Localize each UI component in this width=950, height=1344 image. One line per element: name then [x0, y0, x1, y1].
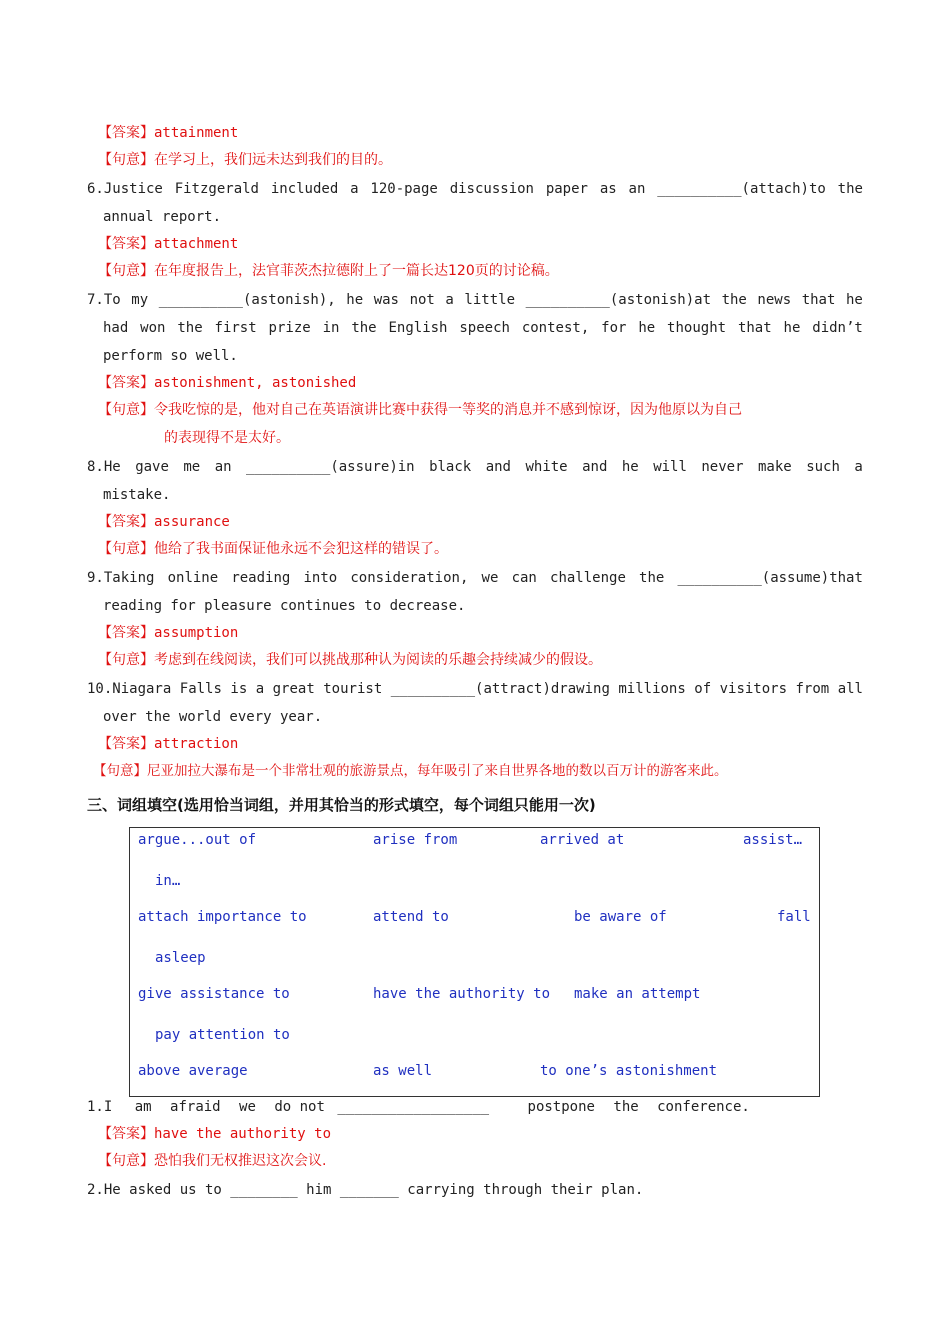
word: he — [783, 320, 801, 336]
word: little — [464, 292, 515, 308]
word: contest, — [521, 320, 590, 336]
word: all — [837, 681, 863, 697]
word: and — [582, 459, 608, 475]
question-7-line-3: perform so well. — [103, 348, 238, 364]
answer-text: assumption — [154, 625, 239, 641]
word: 10.Niagara — [87, 681, 172, 697]
word: he — [638, 320, 656, 336]
word: paper — [545, 181, 588, 197]
word: a — [445, 292, 454, 308]
answer-line — [98, 373, 356, 393]
word: challenge — [550, 570, 626, 586]
answer-label: 【答案】 — [98, 514, 154, 530]
answer-text: have the authority to — [154, 1126, 332, 1142]
word: Falls — [179, 681, 222, 697]
word: online — [167, 570, 219, 586]
phrase: above average — [138, 1063, 248, 1079]
answer-text: assurance — [154, 514, 230, 530]
phrase-continuation: asleep — [155, 950, 206, 966]
phrase: pay attention to — [155, 1027, 290, 1043]
word: not — [409, 292, 435, 308]
phrase: have the authority to — [373, 986, 551, 1002]
word: millions — [618, 681, 686, 697]
word: we — [481, 570, 499, 586]
word: Fitzgerald — [174, 181, 259, 197]
meaning-text: 令我吃惊的是，他对自己在英语演讲比赛中获得一等奖的消息并不感到惊讶，因为他原以为自己 — [154, 402, 742, 418]
meaning-text: 他给了我书面保证他永远不会犯这样的错误了。 — [154, 541, 448, 557]
word: news — [757, 292, 792, 308]
word: a — [255, 681, 265, 697]
question-10-line-2: over the world every year. — [103, 709, 323, 725]
phrase: give assistance to — [138, 986, 290, 1002]
meaning-label: 【句意】 — [98, 152, 154, 168]
word: the — [837, 181, 863, 197]
word: 9.Taking — [87, 570, 155, 586]
word: he — [621, 459, 639, 475]
word: the — [351, 320, 377, 336]
word: 6.Justice — [87, 181, 163, 197]
question-10-line-1 — [87, 679, 863, 699]
word: thought — [667, 320, 727, 336]
meaning-label: 【句意】 — [98, 541, 154, 557]
answer-label: 【答案】 — [98, 236, 154, 252]
word: we — [239, 1099, 256, 1115]
answer-label: 【答案】 — [98, 375, 154, 391]
phrase: argue...out of — [138, 832, 257, 848]
word: 7.To — [87, 292, 121, 308]
question-6-line-2: annual report. — [103, 209, 222, 225]
answer-label: 【答案】 — [98, 1126, 154, 1142]
word: gave — [135, 459, 169, 475]
word: won — [140, 320, 166, 336]
word: reading — [231, 570, 291, 586]
meaning-text: 在学习上，我们远未达到我们的目的。 — [154, 152, 392, 168]
phrase: attend to — [373, 909, 449, 925]
answer-label: 【答案】 — [98, 125, 154, 141]
word: am — [134, 1099, 152, 1115]
word: into — [303, 570, 338, 586]
phrase: assist… — [743, 832, 803, 848]
word: in — [322, 320, 340, 336]
word: great — [272, 681, 315, 697]
word: that — [801, 292, 836, 308]
word: me — [183, 459, 201, 475]
meaning-line — [98, 150, 392, 170]
answer-text: attachment — [154, 236, 239, 252]
word: an — [214, 459, 232, 475]
answer-line — [98, 734, 238, 754]
answer-line — [98, 123, 238, 143]
word: tourist — [323, 681, 383, 697]
word: of — [694, 681, 712, 697]
question-9-line-2: reading for pleasure continues to decrease. — [103, 598, 466, 614]
word: afraid — [170, 1099, 221, 1115]
word: visitors — [719, 681, 788, 697]
word: my — [131, 292, 149, 308]
phrase: arise from — [373, 832, 458, 848]
word: and — [485, 459, 511, 475]
phrase: as well — [373, 1063, 433, 1079]
phrase: make an attempt — [574, 986, 701, 1002]
blank-word: __________(attach)to — [657, 181, 826, 197]
word: make — [758, 459, 792, 475]
word: is — [230, 681, 248, 697]
word: 8.He — [87, 459, 121, 475]
meaning-label: 【句意】 — [98, 263, 154, 279]
word: from — [795, 681, 830, 697]
meaning-continuation: 的表现得不是太好。 — [164, 430, 290, 446]
answer-label: 【答案】 — [98, 625, 154, 641]
word: a — [854, 459, 863, 475]
blank-word: __________(assure)in — [246, 459, 415, 475]
word: can — [511, 570, 537, 586]
phrase: arrived at — [540, 832, 625, 848]
question-8-line-1 — [87, 457, 863, 477]
phrase-continuation: in… — [155, 873, 181, 889]
word: 120-page — [370, 181, 438, 197]
meaning-line — [98, 1151, 326, 1171]
meaning-line — [93, 761, 728, 781]
word: black — [429, 459, 472, 475]
phrase: attach importance to — [138, 909, 307, 925]
meaning-line — [98, 650, 602, 670]
word: first — [214, 320, 257, 336]
meaning-text: 考虑到在线阅读，我们可以挑战那种认为阅读的乐趣会持续减少的假设。 — [154, 652, 602, 668]
word: never — [701, 459, 744, 475]
phrase: fall — [777, 909, 811, 925]
word: English — [388, 320, 448, 336]
word: he — [346, 292, 364, 308]
question-7-line-1 — [87, 290, 863, 310]
word: the — [613, 1099, 639, 1115]
word: prize — [268, 320, 311, 336]
question-8-line-2: mistake. — [103, 487, 171, 503]
word: white — [525, 459, 568, 475]
sentence-2: 2.He asked us to ________ him _______ carrying through their plan. — [87, 1182, 644, 1198]
question-9-line-1 — [87, 568, 863, 588]
word: the — [639, 570, 665, 586]
word: the — [177, 320, 203, 336]
meaning-label: 【句意】 — [93, 763, 147, 779]
meaning-label: 【句意】 — [98, 402, 154, 418]
word: speech — [459, 320, 510, 336]
word: discussion — [449, 181, 534, 197]
word: an — [628, 181, 646, 197]
phrase: be aware of — [574, 909, 667, 925]
section-title: 三、词组填空(选用恰当词组，并用其恰当的形式填空，每个词组只能用一次) — [87, 796, 596, 814]
blank: __________________ — [337, 1099, 490, 1115]
word: postpone — [527, 1099, 595, 1115]
answer-line — [98, 512, 230, 532]
answer-line — [98, 623, 238, 643]
answer-text: astonishment, astonished — [154, 375, 357, 391]
word: consideration, — [350, 570, 469, 586]
word: that — [737, 320, 772, 336]
word: included — [270, 181, 339, 197]
phrase: to one’s astonishment — [540, 1063, 718, 1079]
word: such — [806, 459, 840, 475]
word: as — [599, 181, 617, 197]
blank-word: __________(astonish), — [158, 292, 336, 308]
meaning-label: 【句意】 — [98, 652, 154, 668]
meaning-label: 【句意】 — [98, 1153, 154, 1169]
meaning-text: 恐怕我们无权推迟这次会议. — [154, 1153, 327, 1169]
answer-line — [98, 1124, 331, 1144]
phrase-box — [129, 827, 820, 1097]
blank-word: __________(assume)that — [677, 570, 863, 586]
word: do not — [274, 1099, 325, 1115]
word: a — [350, 181, 359, 197]
word: will — [653, 459, 687, 475]
answer-text: attraction — [154, 736, 239, 752]
answer-text: attainment — [154, 125, 239, 141]
sentence-1 — [87, 1097, 750, 1117]
word: conference. — [657, 1099, 750, 1115]
answer-label: 【答案】 — [98, 736, 154, 752]
meaning-line — [98, 539, 448, 559]
word: didn’t — [812, 320, 863, 336]
question-6-line-1 — [87, 179, 863, 199]
question-7-line-2 — [103, 318, 863, 338]
answer-line — [98, 234, 238, 254]
word: had — [103, 320, 129, 336]
word: for — [601, 320, 627, 336]
meaning-line — [98, 261, 559, 281]
blank-word: __________(attract)drawing — [390, 681, 610, 697]
meaning-line — [98, 400, 742, 420]
word: he — [845, 292, 863, 308]
meaning-text: 在年度报告上，法官菲茨杰拉德附上了一篇长达120页的讨论稿。 — [154, 263, 559, 279]
blank-word: __________(astonish)at — [525, 292, 711, 308]
meaning-text: 尼亚加拉大瀑布是一个非常壮观的旅游景点，每年吸引了来自世界各地的数以百万计的游客来此。 — [147, 763, 728, 779]
word: the — [721, 292, 747, 308]
word: was — [373, 292, 399, 308]
word: 1.I — [87, 1099, 113, 1115]
